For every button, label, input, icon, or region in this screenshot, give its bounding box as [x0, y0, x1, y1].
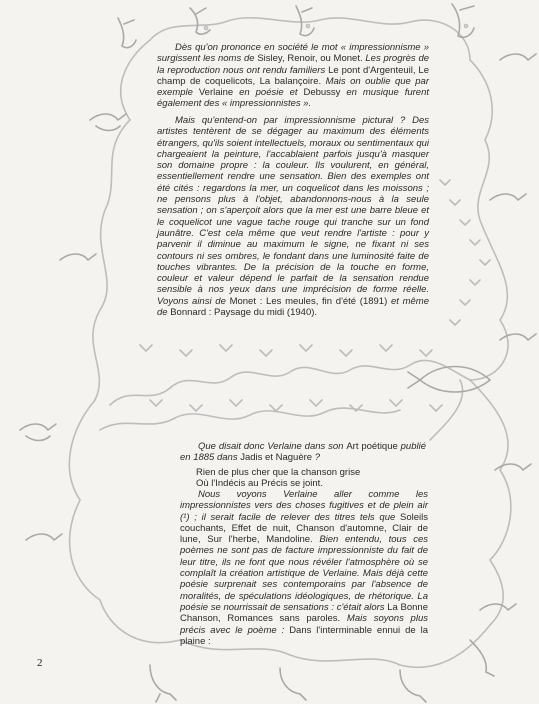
- paragraph-verlaine-analysis: [180, 489, 428, 647]
- paragraph-verlaine-question: [180, 441, 426, 464]
- text-span: Bien entendu, tous ces poèmes ne sont pas de facture impressionniste du fait de leur titre, ils ne font que nous révéler l'atmosphère où se complaît la création artistique de Verlaine. Mais déjà cette poésie surprenait ses contemporains par l'absence de moralités, de spéculations idéologiques, de rhétorique. La poésie se nourrissait de sensations : c'était alors: [180, 534, 428, 613]
- text-span: Sisley, Renoir, ou Monet.: [257, 53, 363, 65]
- paragraph-intro: [157, 42, 429, 110]
- text-span: Monet : Les meules, fin d'été (1891): [229, 295, 388, 307]
- text-span: Les progrès de la reproduction nous ont rendu familiers: [157, 53, 430, 76]
- page-number: 2: [37, 657, 43, 669]
- text-span: publié en 1885 dans: [180, 441, 426, 464]
- text-span: Mais on oublie que par exemple: [157, 75, 429, 99]
- text-span: Nous voyons Verlaine aller comme les impressionnistes vers des choses fugitives et de plein air (¹) ; il serait facile de relever des titres tels que: [180, 489, 428, 523]
- text-span: Art poétique: [346, 441, 398, 452]
- text-span: en musique furent également des « impressionnistes ».: [157, 87, 430, 110]
- text-span: Bonnard : Paysage du midi (1940).: [170, 307, 318, 319]
- text-span: Verlaine: [198, 87, 234, 99]
- text-span: Que disait donc Verlaine dans son: [198, 441, 347, 452]
- text-span: Mais qu'entend-on par impressionnisme pictural ? Des artistes tentèrent de se dégager au maximum des éléments étrangers, qu'ils soient intellectuels, moraux ou sentimentaux qui chargeaient la peinture, l'accablaient parfois jusqu'à masquer son domaine propre : la couleur. Ils voulurent, en général, essentiellement rendre une sensation.: [157, 115, 429, 183]
- text-span: Debussy: [303, 87, 341, 99]
- text-span: Le pont d'Argenteuil, Le champ de coquelicots, La balançoire.: [157, 64, 430, 87]
- verse-line: Où l'Indécis au Précis se joint.: [196, 478, 323, 490]
- text-span: et même de: [157, 295, 430, 319]
- text-span: Mais soyons plus précis avec le poème :: [180, 613, 428, 636]
- text-span: Dès qu'on prononce en société le mot « impressionnisme » surgissent les noms de: [157, 42, 429, 65]
- verse-quote: [196, 467, 436, 490]
- paragraph-pictorial-impressionism: [157, 115, 429, 318]
- verse-line: Rien de plus cher que la chanson grise: [196, 467, 361, 478]
- text-span: ?: [312, 452, 320, 464]
- text-span: Soleils couchants, Effet de nuit, Chanson d'automne, Clair de lune, Sur l'herbe, Mandoline.: [180, 511, 428, 546]
- text-span: Dans l'interminable ennui de la plaine :: [180, 624, 428, 647]
- text-span: La Bonne Chanson, Romances sans paroles.: [180, 601, 428, 625]
- text-span: en poésie et: [233, 87, 304, 99]
- text-span: Jadis et Naguère: [240, 452, 313, 464]
- text-span: Bien des exemples ont été cités : regardons la mer, un coquelicot dans les moissons ; ne pensons plus à l'objet, abandonnons-nous à la seule sensation ; on s'aperçoit alors que la mer est une barre bleue et le coquelicot une vague tache rouge qui tranche sur un fond jaunâtre. C'est cela même que veut rendre l'artiste : pour y parvenir il diminue au maximum le signe, ne fixant ni ses contours ni ses ombres, le fondant dans une luminosité faite de touches vibrantes. De la précision de la touche en forme, couleur et valeur dépend le parfait de la sensation rendue sensible à nos yeux dans une imprécision de forme réelle. Voyons ainsi de: [157, 171, 429, 307]
